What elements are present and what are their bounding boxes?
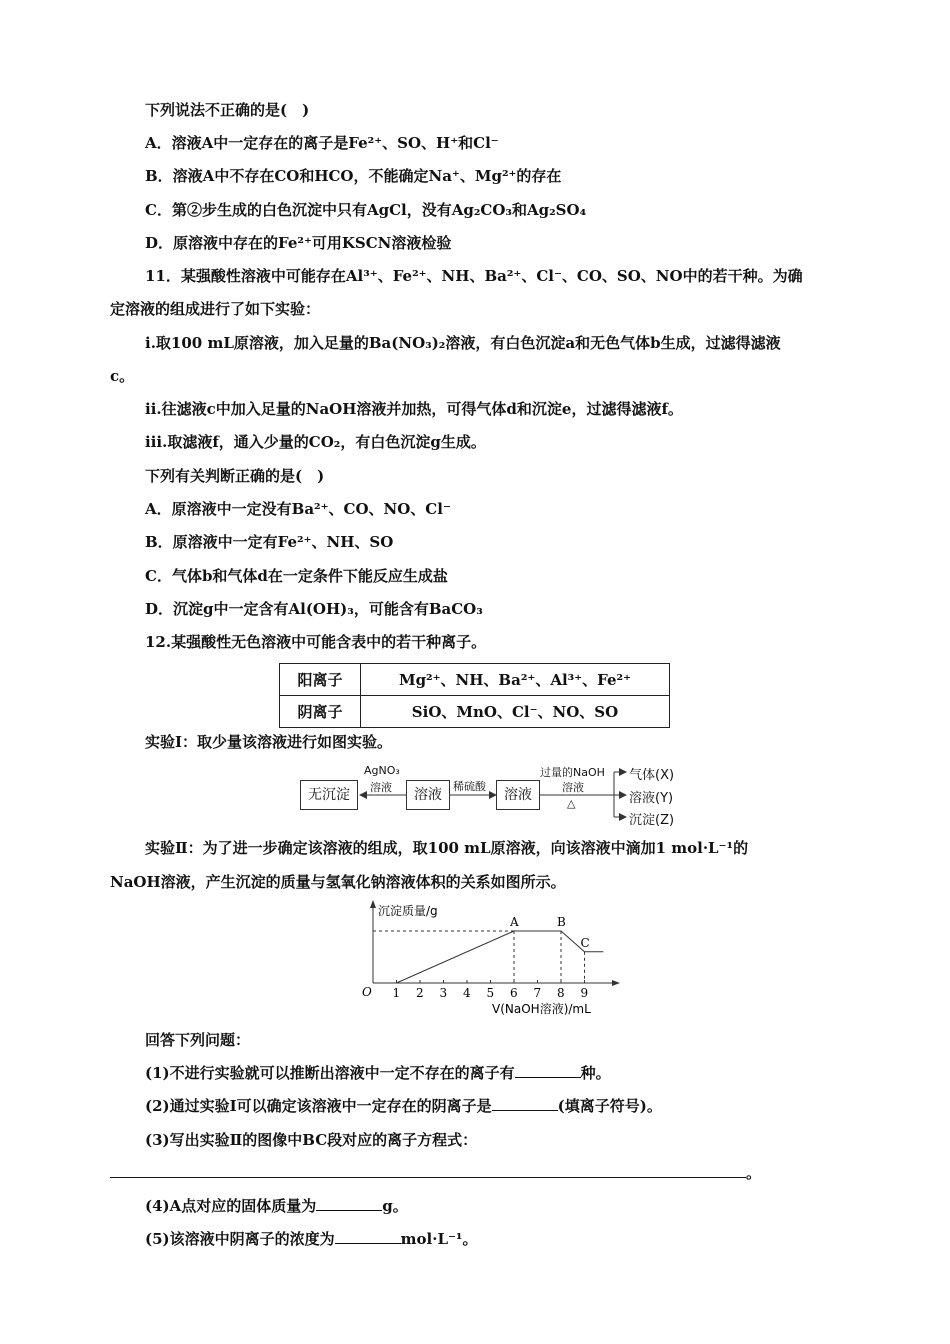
- table-header-anion: 阴离子: [280, 696, 361, 728]
- chart-x-tick-label: 5: [486, 986, 495, 1000]
- sub-question-3-answer-line: [110, 1163, 761, 1183]
- heating-symbol: △: [567, 797, 576, 810]
- q12-exp2-line1: 实验Ⅱ：为了进一步确定该溶液的组成，取100 mL原溶液，向该溶液中滴加1 mol·L⁻¹的: [145, 839, 749, 857]
- sub2-text: (2)通过实验Ⅰ可以确定该溶液中一定存在的阴离子是: [145, 1097, 492, 1115]
- q10-option-c: C．第②步生成的白色沉淀中只有AgCl，没有Ag₂CO₃和Ag₂SO₄: [145, 201, 587, 219]
- q11-line1: 11．某强酸性溶液中可能存在Al³⁺、Fe²⁺、NH、Ba²⁺、Cl⁻、CO、SO、NO中的若干种。为确: [145, 267, 803, 285]
- q10-stem: 下列说法不正确的是( ): [145, 101, 310, 119]
- output-gas-x: 气体(X): [629, 768, 675, 783]
- q11-option-b: B．原溶液中一定有Fe²⁺、NH、SO: [145, 533, 394, 551]
- reagent-agno3-solution: 溶液: [370, 781, 392, 794]
- answer-blank-2[interactable]: [492, 1096, 558, 1111]
- chart-y-label: 沉淀质量/g: [378, 904, 438, 918]
- chart-x-tick-label: 3: [439, 986, 448, 1000]
- q11-step1b: c。: [110, 367, 135, 385]
- sub3-end: 。: [746, 1164, 762, 1182]
- reagent-naoh-solution: 溶液: [562, 781, 584, 794]
- q10-option-b: B．溶液A中不存在CO和HCO，不能确定Na⁺、Mg²⁺的存在: [145, 167, 562, 185]
- q11-option-c: C．气体b和气体d在一定条件下能反应生成盐: [145, 567, 448, 585]
- reagent-dilute-h2so4: 稀硫酸: [453, 780, 486, 793]
- sub4-text: (4)A点对应的固体质量为: [145, 1197, 317, 1215]
- sub-question-5: [145, 1229, 477, 1249]
- chart-x-tick-label: 4: [463, 986, 471, 1000]
- flow-box-no-precipitate: 无沉淀: [300, 780, 358, 810]
- flow-box-solution-2: 溶液: [496, 780, 540, 810]
- answer-intro: 回答下列问题：: [145, 1031, 251, 1049]
- table-cell-anions: SiO、MnO、Cl⁻、NO、SO: [361, 696, 670, 728]
- chart-x-tick-label: 8: [557, 986, 565, 1000]
- reagent-naoh: 过量的NaOH: [540, 766, 605, 779]
- chart-x-tick-label: 6: [510, 986, 518, 1000]
- sub1-text: (1)不进行实验就可以推断出溶液中一定不存在的离子有: [145, 1064, 515, 1082]
- table-cell-cations: Mg²⁺、NH、Ba²⁺、Al³⁺、Fe²⁺: [361, 664, 670, 696]
- chart-point-label-B: B: [557, 915, 566, 929]
- reagent-agno3: AgNO₃: [364, 764, 400, 777]
- q11-step3: ⅲ.取滤液f，通入少量的CO₂，有白色沉淀g生成。: [145, 433, 486, 451]
- sub5-text: (5)该溶液中阴离子的浓度为: [145, 1230, 335, 1248]
- sub4-suffix: g。: [382, 1197, 408, 1215]
- sub-question-2: [145, 1096, 662, 1116]
- table-header-cation: 阳离子: [280, 664, 361, 696]
- answer-blank-1[interactable]: [515, 1063, 581, 1078]
- chart-x-label: V(NaOH溶液)/mL: [492, 1002, 591, 1016]
- q12-intro: 12.某强酸性无色溶液中可能含表中的若干种离子。: [145, 633, 487, 651]
- q12-exp2-line2: NaOH溶液，产生沉淀的质量与氢氧化钠溶液体积的关系如图所示。: [110, 873, 566, 891]
- q11-step1a: ⅰ.取100 mL原溶液，加入足量的Ba(NO₃)₂溶液，有白色沉淀a和无色气体b生成，过滤得滤液: [145, 334, 781, 352]
- q10-option-a: A．溶液A中一定存在的离子是Fe²⁺、SO、H⁺和Cl⁻: [145, 134, 499, 152]
- flow-box-solution-1: 溶液: [406, 780, 450, 810]
- answer-blank-4[interactable]: [316, 1196, 382, 1211]
- q11-stem: 下列有关判断正确的是( ): [145, 467, 325, 485]
- output-precipitate-z: 沉淀(Z): [629, 813, 675, 828]
- sub1-suffix: 种。: [580, 1064, 611, 1082]
- chart-x-tick-label: 1: [392, 986, 401, 1000]
- chart-x-tick-label: 2: [416, 986, 424, 1000]
- q11-option-a: A．原溶液中一定没有Ba²⁺、CO、NO、Cl⁻: [145, 500, 451, 518]
- output-solution-y: 溶液(Y): [629, 791, 674, 806]
- sub-question-4: [145, 1196, 408, 1216]
- sub-question-1: [145, 1063, 611, 1083]
- q10-option-d: D．原溶液中存在的Fe²⁺可用KSCN溶液检验: [145, 234, 452, 252]
- chart-point-label-C: C: [580, 935, 590, 950]
- sub2-suffix: (填离子符号)。: [557, 1097, 662, 1115]
- q12-exp1: 实验Ⅰ：取少量该溶液进行如图实验。: [145, 733, 393, 751]
- chart-x-tick-label: 7: [533, 986, 542, 1000]
- sub-question-3: (3)写出实验Ⅱ的图像中BC段对应的离子方程式：: [145, 1131, 478, 1149]
- q11-line2: 定溶液的组成进行了如下实验：: [110, 300, 321, 318]
- chart-series-line: [397, 931, 604, 983]
- chart-origin: O: [362, 985, 372, 999]
- q11-option-d: D．沉淀g中一定含有Al(OH)₃，可能含有BaCO₃: [145, 600, 483, 618]
- answer-blank-3[interactable]: [110, 1163, 746, 1178]
- chart-point-label-A: A: [510, 915, 519, 929]
- q11-step2: ⅱ.往滤液c中加入足量的NaOH溶液并加热，可得气体d和沉淀e，过滤得滤液f。: [145, 400, 683, 418]
- chart-x-tick-label: 9: [580, 986, 589, 1000]
- sub5-suffix: mol·L⁻¹。: [400, 1230, 478, 1248]
- answer-blank-5[interactable]: [335, 1229, 401, 1244]
